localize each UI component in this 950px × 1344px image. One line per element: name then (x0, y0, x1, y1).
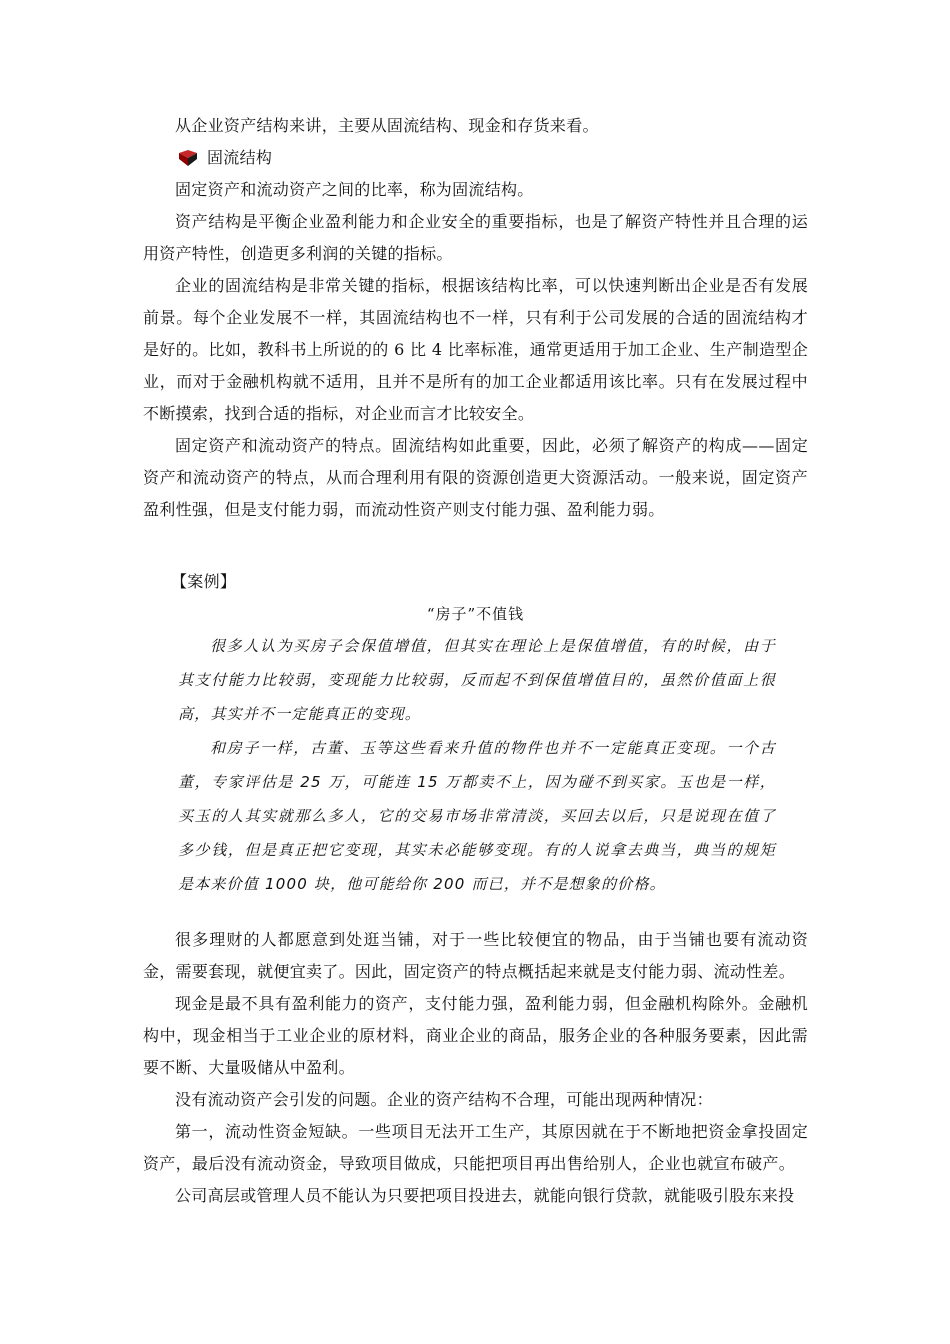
case-paragraph: 和房子一样，古董、玉等这些看来升值的物件也并不一定能真正变现。一个古董，专家评估是 25 万，可能连 15 万都卖不上，因为碰不到买家。玉也是一样，买玉的人其实就那么多人，它的交易市场非常清淡，买回去以后，只是说现在值了多少钱，但是真正把它变现，其实未必能够变现。有的人说拿去典当，典当的规矩是本来价值 1000 块，他可能给你 200 而已，并不是想象的价格。 (178, 739, 776, 893)
paragraph: 固定资产和流动资产的特点。固流结构如此重要，因此，必须了解资产的构成——固定资产和流动资产的特点，从而合理利用有限的资源创造更大资源活动。一般来说，固定资产盈利性强，但是支付能力弱，而流动性资产则支付能力强、盈利能力弱。 (143, 436, 808, 519)
paragraph: 公司高层或管理人员不能认为只要把项目投进去，就能向银行贷款，就能吸引股东来投 (175, 1186, 795, 1205)
paragraph: 资产结构是平衡企业盈利能力和企业安全的重要指标，也是了解资产特性并且合理的运用资产特性，创造更多利润的关键的指标。 (143, 212, 808, 263)
case-label: 【案例】 (171, 572, 237, 591)
red-arrow-bullet-icon (177, 150, 199, 166)
paragraph: 没有流动资产会引发的问题。企业的资产结构不合理，可能出现两种情况： (175, 1090, 713, 1109)
case-paragraph: 很多人认为买房子会保值增值，但其实在理论上是保值增值，有的时候，由于其支付能力比较弱，变现能力比较弱，反而起不到保值增值目的，虽然价值面上很高，其实并不一定能真正的变现。 (178, 637, 776, 723)
paragraph: 企业的固流结构是非常关键的指标，根据该结构比率，可以快速判断出企业是否有发展前景。每个企业发展不一样，其固流结构也不一样，只有利于公司发展的合适的固流结构才是好的。比如，教科书上所说的的 6 比 4 比率标准，通常更适用于加工企业、生产制造型企业，而对于金融机构就不适用，且并不是所有的加工企业都适用该比率。只有在发展过程中不断摸索，找到合适的指标，对企业而言才比较安全。 (143, 276, 808, 423)
paragraph: 很多理财的人都愿意到处逛当铺，对于一些比较便宜的物品，由于当铺也要有流动资金，需要套现，就便宜卖了。因此，固定资产的特点概括起来就是支付能力弱、流动性差。 (143, 930, 808, 981)
paragraph: 固定资产和流动资产之间的比率，称为固流结构。 (175, 180, 534, 199)
paragraph: 现金是最不具有盈利能力的资产，支付能力强，盈利能力弱，但金融机构除外。金融机构中，现金相当于工业企业的原材料，商业企业的商品，服务企业的各种服务要素，因此需要不断、大量吸储从中盈利。 (143, 994, 808, 1077)
section-heading (143, 142, 808, 174)
case-label-block (143, 566, 808, 598)
section-heading-text: 固流结构 (207, 148, 273, 167)
case-title: “房子”不值钱 (426, 605, 525, 623)
paragraph: 第一，流动性资金短缺。一些项目无法开工生产，其原因就在于不断地把资金拿投固定资产，最后没有流动资金，导致项目做成，只能把项目再出售给别人，企业也就宣布破产。 (143, 1122, 808, 1173)
top-section (143, 110, 808, 526)
intro-paragraph: 从企业资产结构来讲，主要从固流结构、现金和存货来看。 (175, 116, 599, 135)
bottom-section (143, 924, 808, 1212)
case-body (178, 629, 776, 901)
